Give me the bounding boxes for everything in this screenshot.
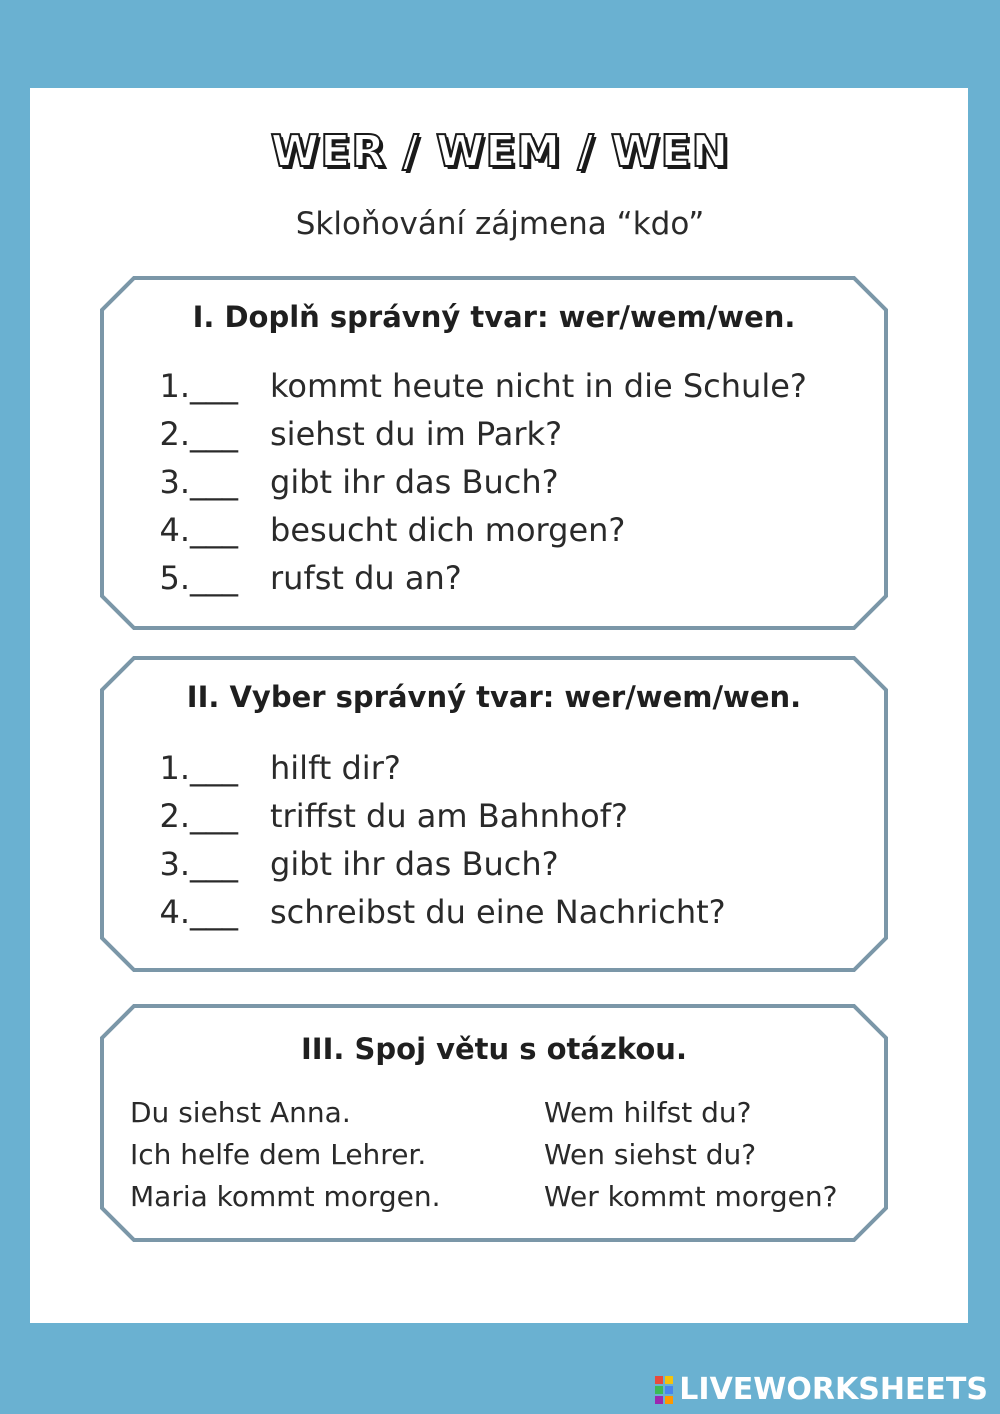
exercise-panel-1 xyxy=(100,276,888,630)
exercise-item: 1.___ hilft dir? xyxy=(152,744,726,792)
exercise-item: 5.___ rufst du an? xyxy=(152,554,807,602)
match-question[interactable]: Wer kommt morgen? xyxy=(544,1180,838,1213)
match-left-column xyxy=(130,1092,441,1218)
match-question[interactable]: Wem hilfst du? xyxy=(544,1096,752,1129)
exercise-item: 4.___ besucht dich morgen? xyxy=(152,506,807,554)
answer-blank[interactable]: ___ xyxy=(190,511,238,549)
match-sentence[interactable]: Maria kommt morgen. xyxy=(130,1180,441,1213)
page-subtitle: Skloňování zájmena “kdo” xyxy=(295,206,705,242)
liveworksheets-logo-icon xyxy=(655,1376,673,1404)
exercise-item: 2.___ siehst du im Park? xyxy=(152,410,807,458)
exercise-item: 3.___ gibt ihr das Buch? xyxy=(152,840,726,888)
answer-blank[interactable]: ___ xyxy=(190,797,238,835)
answer-blank[interactable]: ___ xyxy=(190,749,238,787)
exercise-heading-3: III. Spoj větu s otázkou. xyxy=(301,1032,687,1066)
brand-name: LIVEWORKSHEETS xyxy=(679,1372,988,1407)
exercise-panel-3 xyxy=(100,1004,888,1242)
answer-blank[interactable]: ___ xyxy=(190,415,238,453)
exercise-list-2 xyxy=(152,744,726,936)
match-sentence[interactable]: Du siehst Anna. xyxy=(130,1096,351,1129)
exercise-item: 3.___ gibt ihr das Buch? xyxy=(152,458,807,506)
exercise-item: 1.___ kommt heute nicht in die Schule? xyxy=(152,362,807,410)
match-sentence[interactable]: Ich helfe dem Lehrer. xyxy=(130,1138,427,1171)
exercise-list-1 xyxy=(152,362,807,602)
exercise-item: 4.___ schreibst du eine Nachricht? xyxy=(152,888,726,936)
answer-blank[interactable]: ___ xyxy=(190,845,238,883)
answer-blank[interactable]: ___ xyxy=(190,893,238,931)
answer-blank[interactable]: ___ xyxy=(190,463,238,501)
answer-blank[interactable]: ___ xyxy=(190,559,238,597)
match-right-column xyxy=(544,1092,838,1218)
exercise-heading-1: I. Doplň správný tvar: wer/wem/wen. xyxy=(192,300,796,334)
exercise-panel-2 xyxy=(100,656,888,972)
answer-blank[interactable]: ___ xyxy=(190,367,238,405)
liveworksheets-brand xyxy=(655,1372,988,1407)
match-question[interactable]: Wen siehst du? xyxy=(544,1138,757,1171)
page-title: WER / WEM / WEN xyxy=(270,126,730,177)
exercise-heading-2: II. Vyber správný tvar: wer/wem/wen. xyxy=(186,680,802,714)
exercise-item: 2.___ triffst du am Bahnhof? xyxy=(152,792,726,840)
